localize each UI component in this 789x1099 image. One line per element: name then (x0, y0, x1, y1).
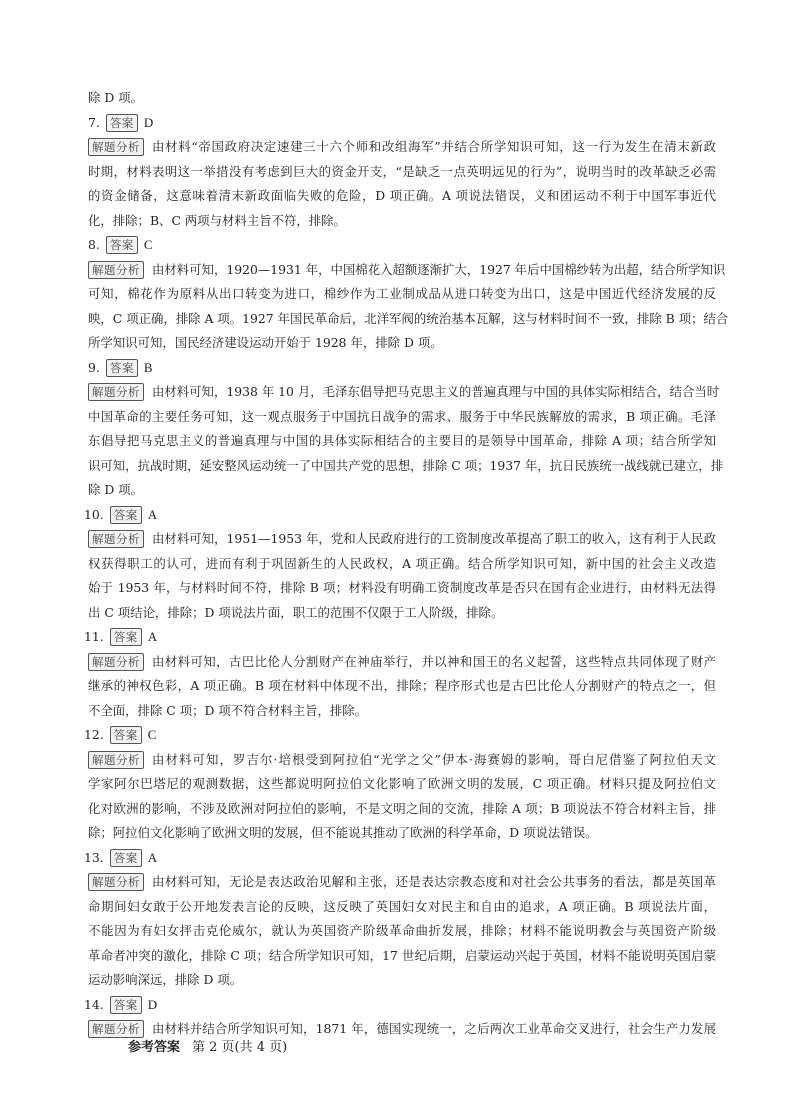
analysis-label-badge: 解题分析 (88, 653, 144, 671)
answer-choice: A (147, 629, 158, 644)
analysis-text: 由材料可知，罗吉尔·培根受到阿拉伯“光学之父”伊本·海赛姆的影响，哥白尼借鉴了阿拉伯天文 (152, 751, 716, 767)
analysis-text: 由材料可知，1951—1953 年，党和人民政府进行的工资制度改革提高了职工的收入，这有利于人民政 (152, 531, 716, 546)
analysis-line: 除 D 项。 (88, 482, 143, 497)
answer-label-badge: 答案 (110, 849, 142, 867)
analysis-line: 出 C 项结论，排除；D 项说法片面，职工的范围不仅限于工人阶级，排除。 (88, 604, 504, 620)
analysis-line (88, 872, 716, 892)
answer-choice: A (147, 849, 158, 865)
analysis-line (88, 137, 716, 157)
analysis-label-badge: 解题分析 (88, 873, 144, 891)
analysis-line: 权获得职工的认可，进而有利于巩固新生的人民政权，A 项正确。结合所学知识可知，新中国的社会主义改造 (88, 555, 716, 571)
analysis-label-badge: 解题分析 (88, 751, 144, 769)
answer-label-badge: 答案 (110, 506, 142, 524)
analysis-label-badge: 解题分析 (88, 530, 144, 548)
answer-label-badge: 答案 (110, 996, 142, 1014)
answer-label-badge: 答案 (110, 628, 142, 646)
answer-choice: A (147, 506, 158, 522)
footer-page-info: 第 2 页(共 4 页) (192, 1040, 288, 1055)
answer-label-badge: 答案 (106, 236, 138, 254)
analysis-line: 运动影响深远，排除 D 项。 (88, 972, 243, 987)
analysis-line: 除；阿拉伯文化影响了欧洲文明的发展，但不能说其推动了欧洲的科学革命，D 项说法错误。 (88, 825, 598, 840)
analysis-text: 由材料可知，1920—1931 年，中国棉花入超额逐渐扩大，1927 年后中国棉纱转为出超，结合所学知识 (152, 261, 726, 277)
question-number: 12. (84, 727, 104, 742)
question-number: 7. (88, 114, 100, 130)
analysis-line: 所学知识可知，国民经济建设运动开始于 1928 年，排除 D 项。 (88, 335, 443, 350)
analysis-line: 不全面，排除 C 项；D 项不符合材料主旨，排除。 (88, 702, 368, 718)
answer-choice: C (143, 237, 153, 252)
analysis-label-badge: 解题分析 (88, 1020, 144, 1038)
question-14-answer-line (84, 995, 157, 1015)
analysis-line: 学家阿尔巴塔尼的观测数据，这些都说明阿拉伯文化影响了欧洲文明的发展，C 项正确。材料只提及阿拉伯文 (88, 776, 716, 791)
analysis-text: 由材料“帝国政府决定速建三十六个师和改组海军”并结合所学知识可知，这一行为发生在清末新政 (152, 139, 716, 154)
question-number: 13. (84, 849, 104, 865)
analysis-text: 由材料并结合所学知识可知，1871 年，德国实现统一，之后两次工业革命交叉进行，社会生产力发展 (152, 1021, 716, 1036)
analysis-line (88, 260, 726, 280)
page-footer (128, 1036, 287, 1055)
question-10-answer-line (84, 505, 157, 525)
answer-label-badge: 答案 (110, 726, 142, 744)
answer-label-badge: 答案 (106, 359, 138, 377)
answer-choice: D (143, 114, 154, 130)
question-number: 10. (84, 506, 104, 522)
answer-label-badge: 答案 (106, 114, 138, 132)
analysis-line (88, 382, 720, 402)
analysis-line (88, 652, 716, 672)
analysis-label-badge: 解题分析 (88, 138, 144, 156)
analysis-line: 命期间妇女敢于公开地发表言论的反映，这反映了英国妇女对民主和自由的追求，A 项正确。B 项说法片面， (88, 898, 716, 914)
question-number: 8. (88, 237, 100, 252)
analysis-line: 东倡导把马克思主义的普遍真理与中国的具体实际相结合的主要目的是领导中国革命，排除 A 项；结合所学知 (88, 433, 716, 448)
analysis-line: 不能因为有妇女抨击克伦威尔，就认为英国资产阶级革命曲折发展，排除；材料不能说明教会与英国资产阶级 (88, 923, 716, 938)
question-13-answer-line (84, 848, 157, 868)
analysis-text: 由材料可知，1938 年 10 月，毛泽东倡导把马克思主义的普遍真理与中国的具体实际相结合，结合当时 (152, 384, 720, 399)
analysis-line: 可知，棉花作为原料从出口转变为进口，棉纱作为工业制成品从进口转变为出口，这是中国近代经济发展的反 (88, 286, 716, 301)
analysis-line: 映，C 项正确，排除 A 项。1927 年国民革命后，北洋军阀的统治基本瓦解，这与材料时间不一致，排除 B 项；结合 (88, 310, 729, 326)
answer-choice: C (147, 727, 157, 742)
question-9-answer-line (88, 358, 153, 378)
analysis-line: 中国革命的主要任务可知，这一观点服务于中国抗日战争的需求、服务于中华民族解放的需求，B 项正确。毛泽 (88, 408, 716, 424)
analysis-line (88, 529, 716, 549)
analysis-text: 由材料可知，无论是表达政治见解和主张，还是表达宗教态度和对社会公共事务的看法，都是英国革 (152, 874, 716, 889)
analysis-line: 化对欧洲的影响，不涉及欧洲对阿拉伯的影响，不是文明之间的交流，排除 A 项；B 项说法不符合材料主旨，排 (88, 800, 716, 816)
analysis-line: 时期，材料表明这一举措没有考虑到巨大的资金开支，“是缺乏一点英明远见的行为”，说明当时的改革缺乏必需 (88, 163, 716, 179)
answer-choice: B (143, 359, 153, 375)
analysis-label-badge: 解题分析 (88, 383, 144, 401)
question-number: 11. (84, 629, 104, 644)
analysis-text: 由材料可知，古巴比伦人分割财产在神庙举行，并以神和国王的名义起誓，这些特点共同体现了财产 (152, 653, 716, 669)
answer-choice: D (147, 996, 158, 1012)
question-number: 9. (88, 359, 100, 375)
analysis-line: 始于 1953 年，与材料时间不符，排除 B 项；材料没有明确工资制度改革是否只在国有企业进行，由材料无法得 (88, 580, 716, 595)
analysis-line: 的资金储备，这意味着清末新政面临失败的危险，D 项正确。A 项说法错误，义和团运动不利于中国军事近代 (88, 188, 716, 203)
analysis-line (88, 750, 716, 770)
footer-label: 参考答案 (128, 1040, 181, 1055)
question-7-answer-line (88, 113, 153, 133)
analysis-line: 识可知，抗战时期，延安整风运动统一了中国共产党的思想，排除 C 项；1937 年，抗日民族统一战线就已建立，排 (88, 457, 724, 473)
analysis-line: 化，排除；B、C 两项与材料主旨不符，排除。 (88, 212, 346, 228)
analysis-line: 继承的神权色彩，A 项正确。B 项在材料中体现不出，排除；程序形式也是古巴比伦人分割财产的特点之一，但 (88, 678, 716, 693)
question-8-answer-line (88, 235, 153, 255)
continuation-line: 除 D 项。 (88, 90, 143, 105)
analysis-label-badge: 解题分析 (88, 261, 144, 279)
analysis-line: 革命者冲突的激化，排除 C 项；结合所学知识可知，17 世纪后期，启蒙运动兴起于英国，材料不能说明英国启蒙 (88, 947, 716, 963)
question-12-answer-line (84, 725, 156, 745)
question-11-answer-line (84, 627, 157, 647)
question-number: 14. (84, 996, 104, 1012)
